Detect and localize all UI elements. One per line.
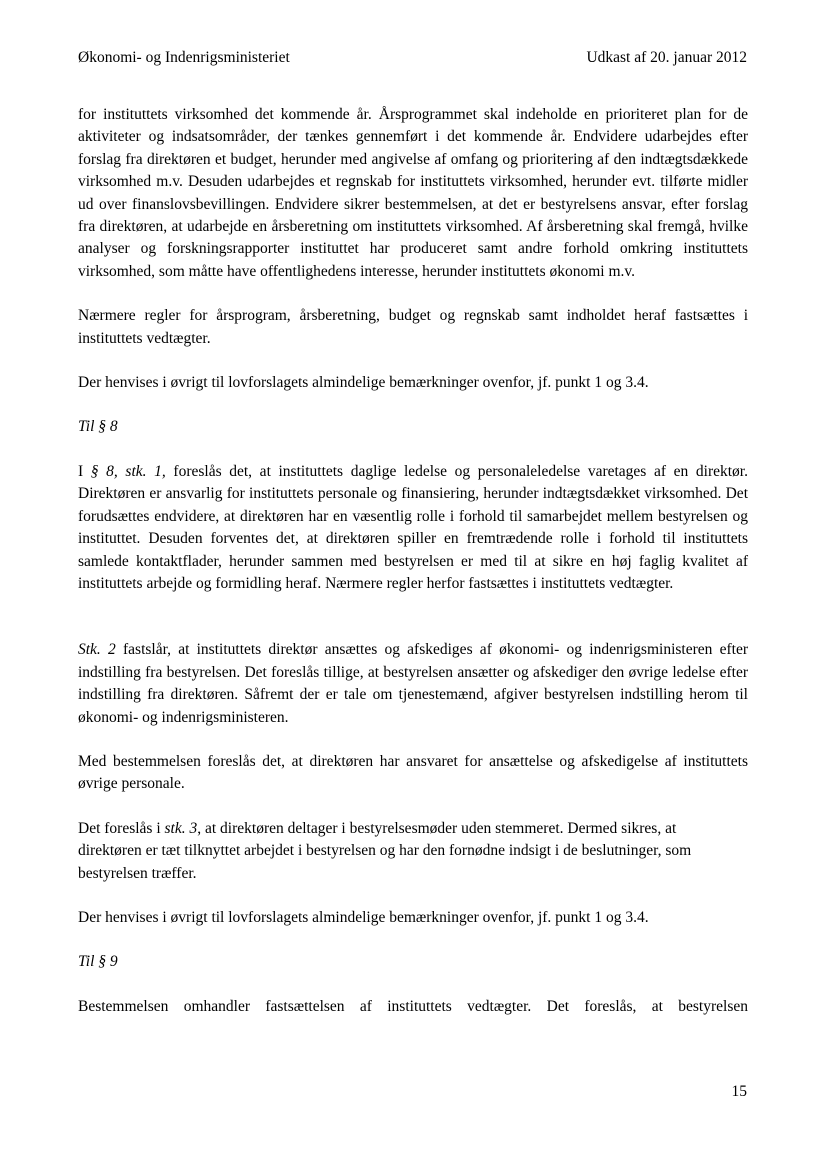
paragraph [78, 461, 748, 595]
paragraph: Der henvises i øvrigt til lovforslagets almindelige bemærkninger ovenfor, jf. punkt 1 og 3.4. [78, 374, 649, 392]
paragraph: Med bestemmelsen foreslås det, at direktøren har ansvaret for ansættelse og afskedigelse af instituttets øvrige personale. [78, 752, 748, 793]
header-draft-date: Udkast af 20. januar 2012 [586, 49, 747, 66]
section-reference: Stk. 2 [78, 641, 116, 659]
section-heading-9: Til § 9 [78, 953, 118, 971]
section-reference: § 8, stk. 1, [90, 462, 166, 480]
header-ministry: Økonomi- og Indenrigsministeriet [78, 49, 290, 66]
paragraph-text: foreslås det, at instituttets daglige ledelse og personaleledelse varetages af en direktør. Direktøren er ansvarlig for instituttets personale og finansiering, herunder indtægtsdækket virksomhed. Det forudsættes endvidere, at direktøren har en væsentlig rolle i forhold til samarbejdet mellem bestyrelsen og instituttet. Desuden forventes det, at direktøren spiller en fremtrædende rolle i forhold til instituttets samlede kontaktflader, herunder sammen med bestyrelsen er med til at sikre en høj faglig kvalitet af instituttets arbejde og formidling heraf. Nærmere regler herfor fastsættes i instituttets vedtægter. [78, 462, 748, 592]
paragraph-text: fastslår, at instituttets direktør ansættes og afskediges af økonomi- og indenrigsministeren efter indstilling fra bestyrelsen. Det foreslås tillige, at bestyrelsen ansætter og afskediger den øvrige ledelse efter indstilling fra direktøren. Såfremt der er tale om tjenestemænd, afgiver bestyrelsen indstilling herom til økonomi- og indenrigsministeren. [78, 641, 748, 726]
paragraph [78, 818, 748, 885]
section-reference: stk. 3 [164, 819, 198, 837]
paragraph-text: direktøren er tæt tilknyttet arbejdet i bestyrelsen og har den fornødne indsigt i de beslutninger, som [78, 842, 692, 860]
document-body [78, 104, 748, 1018]
page-number: 15 [731, 1083, 747, 1100]
paragraph-text: , at direktøren deltager i bestyrelsesmøder uden stemmeret. Dermed sikres, at [197, 819, 677, 837]
paragraph-text: bestyrelsen træffer. [78, 864, 197, 882]
paragraph: Der henvises i øvrigt til lovforslagets almindelige bemærkninger ovenfor, jf. punkt 1 og 3.4. [78, 908, 649, 926]
paragraph: for instituttets virksomhed det kommende år. Årsprogrammet skal indeholde en prioriteret plan for de aktiviteter og indsatsområder, der tænkes gennemført i det kommende år. Endvidere udarbejdes efter forslag fra direktøren et budget, herunder med angivelse af omfang og prioritering af den indtægtsdækkede virksomhed m.v. Desuden udarbejdes et regnskab for instituttets virksomhed, herunder evt. tilførte midler ud over finanslovsbevillingen. Endvidere sikrer bestemmelsen, at det er bestyrelsens ansvar, efter forslag fra direktøren, at udarbejde en årsberetning om instituttets virksomhed. Af årsberetning skal fremgå, hvilke analyser og forskningsrapporter instituttet har produceret samt andre forhold omkring instituttets virksomhed, som måtte have offentlighedens interesse, herunder instituttets økonomi m.v. [78, 106, 748, 280]
paragraph [78, 639, 748, 729]
paragraph: Nærmere regler for årsprogram, årsberetning, budget og regnskab samt indholdet heraf fastsættes i instituttets vedtægter. [78, 307, 748, 347]
paragraph-text: Det foreslås i [78, 819, 165, 837]
section-heading-8: Til § 8 [78, 418, 118, 436]
paragraph-text: I [78, 462, 91, 480]
paragraph: Bestemmelsen omhandler fastsættelsen af instituttets vedtægter. Det foreslås, at bestyrelsen [78, 997, 748, 1015]
